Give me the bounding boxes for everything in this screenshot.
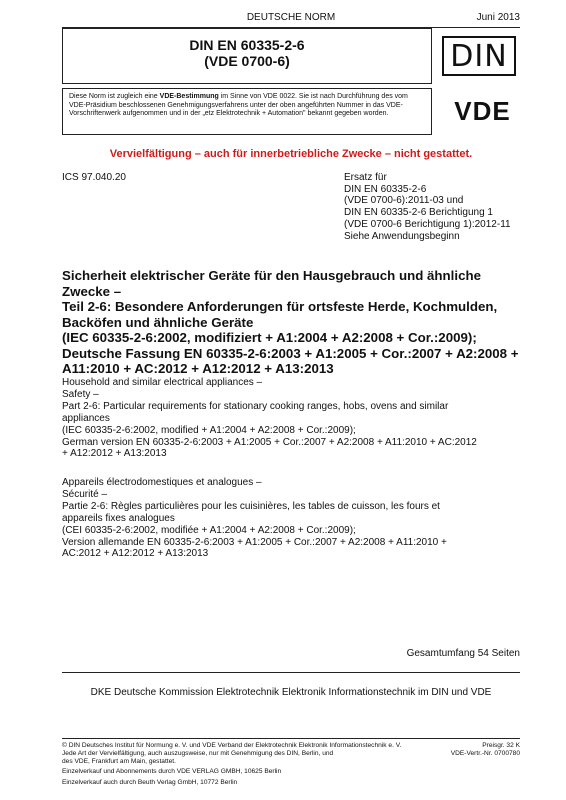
din-logo (438, 28, 520, 84)
vde-note-rest: im Sinne von VDE 0022. Sie ist nach Durchführung des vom VDE-Präsidium beschlossenen Genehmigungsverfahrens unter der oben angeführten Nummer in das VDE-Vorschriftenwerk aufgenommen und in der „etz Elektrotechnik + Automation" bekannt gegeben worden. (69, 93, 408, 118)
footer-divider (62, 738, 520, 739)
replacement-line: Ersatz für (344, 172, 387, 183)
french-title-line: Partie 2-6: Règles particulières pour les cuisinières, les tables de cuisson, les fours et (62, 500, 440, 512)
dke-line: DKE Deutsche Kommission Elektrotechnik Elektronik Informationstechnik im DIN und VDE (90, 687, 492, 698)
price-info (430, 742, 520, 758)
english-title-line: Safety – (62, 388, 99, 400)
english-title-line: Household and similar electrical appliances – (62, 377, 263, 388)
french-title-line: Sécurité – (62, 488, 108, 500)
copyright-line: Jede Art der Vervielfältigung, auch auszugsweise, nur mit Genehmigung des DIN, Berlin, und (62, 750, 334, 757)
english-title-line: German version EN 60335-2-6:2003 + A1:2005 + Cor.:2007 + A2:2008 + A11:2010 + AC:2012 (62, 436, 477, 448)
vde-note-bold: VDE-Bestimmung (159, 93, 219, 100)
sales-vde: Einzelverkauf und Abonnements durch VDE VERLAG GMBH, 10625 Berlin (62, 768, 282, 775)
english-title-line: appliances (62, 412, 110, 424)
english-title-line: Part 2-6: Particular requirements for stationary cooking ranges, hobs, ovens and similar (62, 400, 449, 412)
replacement-line: DIN EN 60335-2-6 Berichtigung 1 (344, 207, 493, 219)
standard-number-cell (62, 28, 432, 84)
copyright-line: © DIN Deutsches Institut für Normung e. V. und VDE Verband der Elektrotechnik Elektronik Informationstechnik e. V. (62, 742, 402, 749)
ics-code: ICS 97.040.20 (62, 172, 126, 183)
replacement-line: (VDE 0700-6 Berichtigung 1):2012-11 (344, 218, 511, 230)
german-title (62, 268, 532, 377)
copy-warning: Vervielfältigung – auch für innerbetriebliche Zwecke – nicht gestattet. (109, 148, 473, 160)
issue-date: Juni 2013 (476, 12, 520, 23)
vde-classification: (VDE 0700-6) (204, 53, 290, 69)
french-title-line: (CEI 60335-2-6:2002, modifiée + A1:2004 + A2:2008 + Cor.:2009); (62, 524, 356, 536)
vde-note-lead: Diese Norm ist zugleich eine (69, 93, 160, 100)
sales-beuth: Einzelverkauf auch durch Beuth Verlag GmbH, 10772 Berlin (62, 779, 238, 786)
price-group: Preisgr. 32 K (482, 742, 520, 749)
replacement-info (344, 172, 520, 242)
french-title-line: Appareils électrodomestiques et analogues – (62, 477, 262, 488)
document-header (62, 12, 520, 26)
vde-logo (445, 92, 520, 130)
french-title-line: appareils fixes analogues (62, 512, 175, 524)
page-count: Gesamtumfang 54 Seiten (406, 648, 520, 659)
vde-note (62, 88, 432, 135)
din-logo-text: DIN (450, 38, 508, 74)
german-title-line: Deutsche Fassung EN 60335-2-6:2003 + A1:2005 + Cor.:2007 + A2:2008 + (62, 345, 519, 361)
copyright-notice (62, 742, 422, 766)
standard-number: DIN EN 60335-2-6 (189, 37, 305, 53)
german-title-line: (IEC 60335-2-6:2002, modifiziert + A1:2004 + A2:2008 + Cor.:2009); (62, 330, 477, 345)
replacement-line: (VDE 0700-6):2011-03 und (344, 195, 464, 207)
german-title-line: Backöfen und ähnliche Geräte (62, 314, 254, 330)
french-title-line: AC:2012 + A12:2012 + A13:2013 (62, 548, 209, 560)
german-title-line: A11:2010 + AC:2012 + A12:2012 + A13:2013 (62, 361, 334, 376)
french-title (62, 477, 532, 560)
german-title-line: Teil 2-6: Besondere Anforderungen für ortsfeste Herde, Kochmulden, (62, 299, 498, 314)
document-type: DEUTSCHE NORM (246, 12, 336, 23)
english-title-line: + A12:2012 + A13:2013 (62, 448, 167, 460)
copyright-line: des VDE, Frankfurt am Main, gestattet. (62, 758, 176, 765)
replacement-line: Siehe Anwendungsbeginn (344, 230, 460, 242)
german-title-line: Zwecke – (62, 283, 122, 299)
vde-order-number: VDE-Vertr.-Nr. 0700780 (450, 750, 520, 757)
english-title-line: (IEC 60335-2-6:2002, modified + A1:2004 + A2:2008 + Cor.:2009); (62, 424, 356, 436)
german-title-line: Sicherheit elektrischer Geräte für den Hausgebrauch und ähnliche (62, 268, 481, 283)
english-title (62, 377, 532, 460)
vde-logo-text: VDE (454, 95, 511, 126)
replacement-line: DIN EN 60335-2-6 (344, 183, 427, 195)
french-title-line: Version allemande EN 60335-2-6:2003 + A1:2005 + Cor.:2007 + A2:2008 + A11:2010 + (62, 536, 447, 548)
page-count-divider (62, 672, 520, 673)
